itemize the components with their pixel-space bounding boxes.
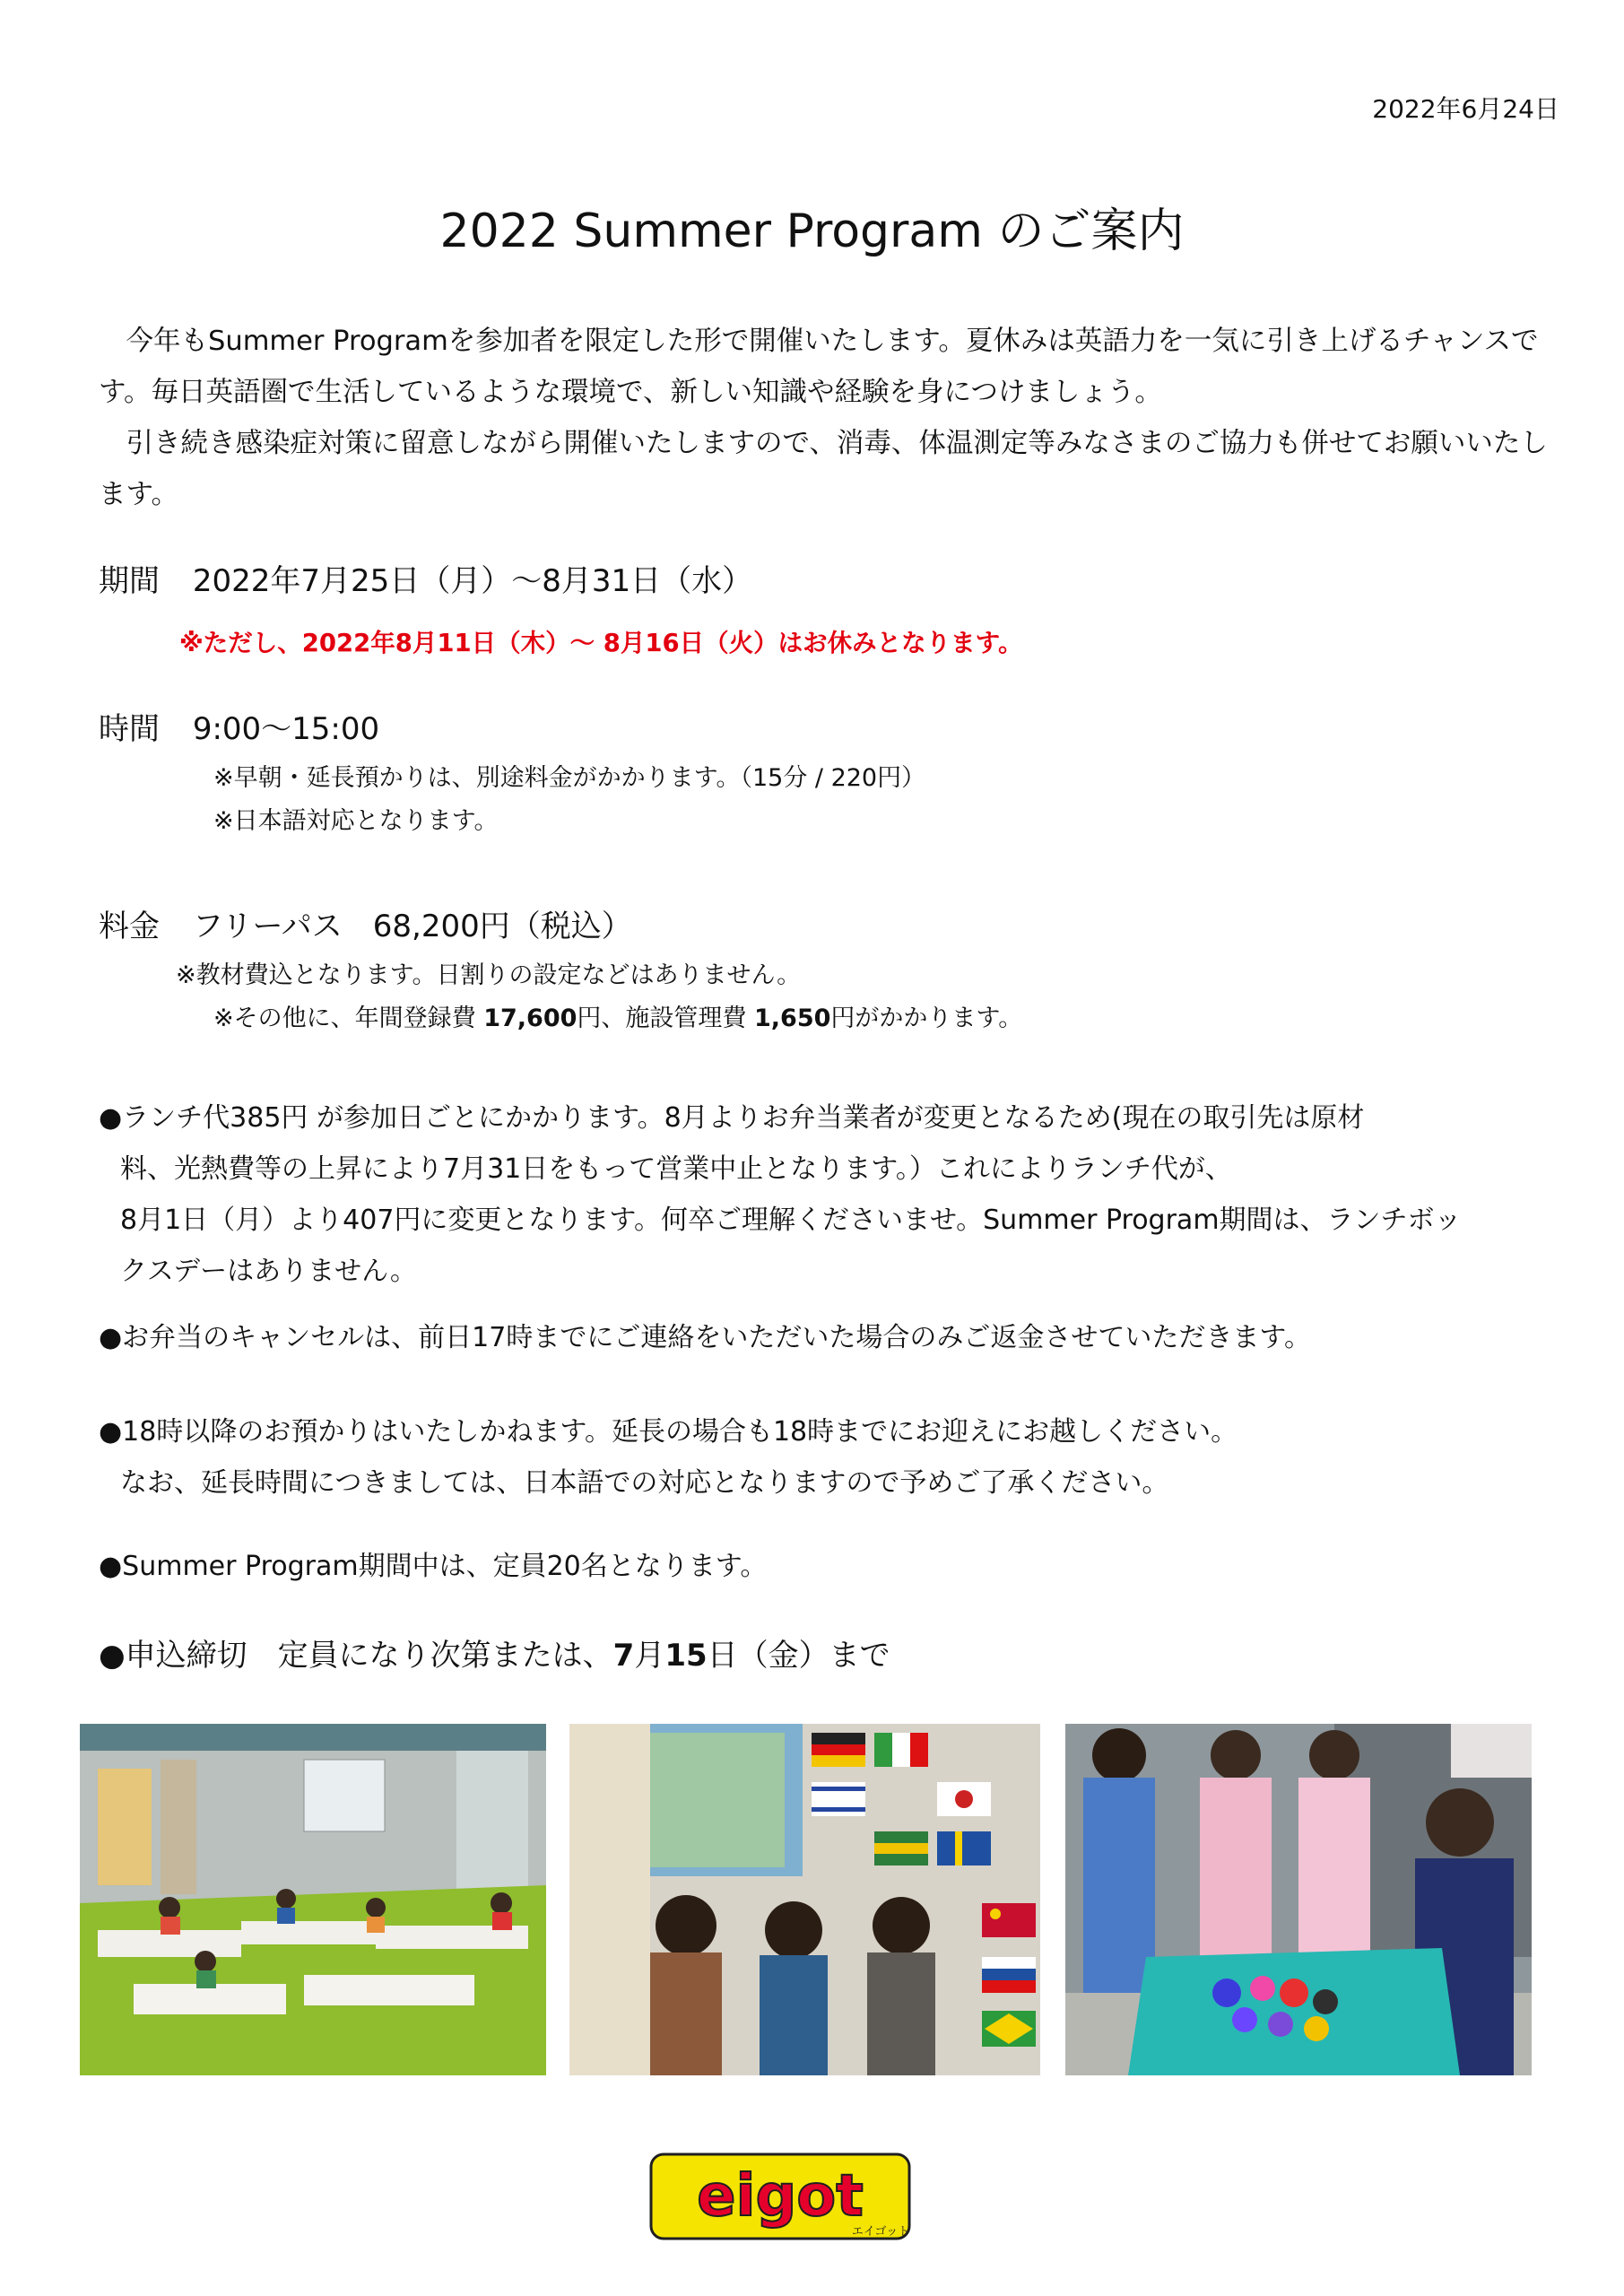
lunch-line: 料、光熱費等の上昇により7月31日をもって営業中止となります。）これによりランチ代が、	[120, 1153, 1232, 1185]
period-value: 2022年7月25日（月）～8月31日（水）	[192, 563, 753, 599]
time-label: 時間	[99, 711, 160, 747]
fee-label: 料金	[99, 909, 160, 944]
intro-text	[99, 316, 1551, 520]
eigot-logo	[646, 2145, 915, 2244]
intro-paragraph-1: 今年もSummer Programを参加者を限定した形で開催いたします。夏休みは英語力を一気に引き上げるチャンスです。毎日英語圏で生活しているような環境で、新しい知識や経験を身につけましょう。	[99, 326, 1539, 408]
lunch-line: クスデーはありません。	[120, 1256, 417, 1287]
deadline-month: 7	[612, 1638, 635, 1674]
lunch-notice	[99, 1092, 1569, 1297]
period-section	[99, 556, 752, 600]
fee-note-text: ※その他に、年間登録費	[213, 1004, 484, 1032]
period-label: 期間	[99, 563, 160, 599]
registration-fee: 17,600	[483, 1004, 578, 1032]
capacity-notice: ●Summer Program期間中は、定員20名となります。	[99, 1551, 768, 1582]
fee-section	[99, 901, 632, 945]
yoyo-fishing-photo	[1065, 1724, 1532, 2075]
logo-text: eigot	[697, 2163, 864, 2230]
late-pickup-line: なお、延長時間につきましては、日本語での対応となりますので予めご了承ください。	[120, 1467, 1169, 1499]
document-date: 2022年6月24日	[1372, 94, 1559, 124]
fee-note-text: 円がかかります。	[830, 1004, 1023, 1032]
late-pickup-line: ●18時以降のお預かりはいたしかねます。延長の場合も18時までにお迎えにお越しください。	[99, 1416, 1238, 1448]
flags-photo	[569, 1724, 1040, 2075]
lunch-line: 8月1日（月）より407円に変更となります。何卒ご理解くださいませ。Summer Program期間は、ランチボッ	[120, 1205, 1462, 1236]
intro-paragraph-2: 引き続き感染症対策に留意しながら開催いたしますので、消毒、体温測定等みなさまのご協力も併せてお願いいたします。	[99, 428, 1548, 510]
deadline-notice	[99, 1631, 890, 1674]
fee-note-other	[213, 998, 1022, 1033]
lunch-line: ●ランチ代385円 が参加日ごとにかかります。8月よりお弁当業者が変更となるため(現在の取引先は原材	[99, 1102, 1365, 1134]
late-pickup-notice	[99, 1406, 1238, 1509]
time-section	[99, 704, 379, 748]
fee-value: フリーパス 68,200円（税込）	[192, 909, 632, 944]
period-holiday-note: ※ただし、2022年8月11日（木）～ 8月16日（火）はお休みとなります。	[179, 629, 1023, 657]
deadline-day: 15	[664, 1638, 708, 1674]
time-note-japanese: ※日本語対応となります。	[213, 807, 499, 835]
time-note-extension: ※早朝・延長預かりは、別途料金がかかります。（15分 / 220円）	[213, 764, 926, 792]
fee-note-materials: ※教材費込となります。日割りの設定などはありません。	[176, 961, 802, 989]
deadline-text: 日（金）まで	[707, 1638, 890, 1674]
logo-subtext: エイゴット	[851, 2225, 910, 2239]
page-title: 2022 Summer Program のご案内	[439, 204, 1185, 258]
time-value: 9:00～15:00	[192, 711, 380, 747]
cancel-notice: ●お弁当のキャンセルは、前日17時までにご連絡をいただいた場合のみご返金させていただきます。	[99, 1322, 1311, 1353]
classroom-photo	[80, 1724, 546, 2075]
fee-note-text: 円、施設管理費	[577, 1004, 755, 1032]
facility-fee: 1,650	[754, 1004, 831, 1032]
deadline-text: 月	[634, 1638, 665, 1674]
deadline-text: ●申込締切 定員になり次第または、	[99, 1638, 613, 1674]
